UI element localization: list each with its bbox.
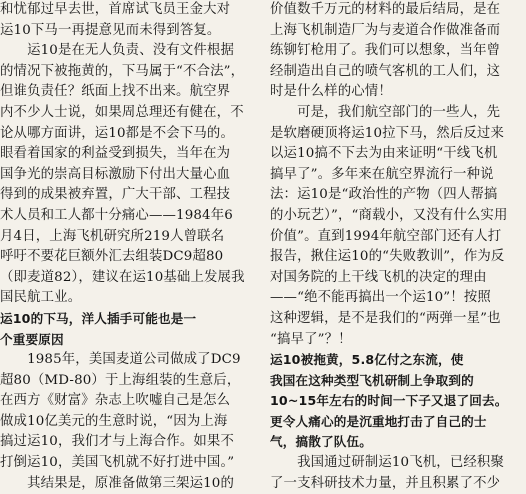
left-text-line: 月4日，上海飞机研究所219人曾联名 xyxy=(0,228,225,244)
right-text-line: 了一支科研技术力量，并且积累了不少 xyxy=(270,475,501,491)
right-text-line: 时是什么样的心情！ xyxy=(270,84,392,100)
right-text-line: 我国通过研制运10飞机，已经积聚 xyxy=(270,455,504,471)
right-text-column xyxy=(270,0,524,494)
right-text-line: 以运10搞不下去为由来证明“干线飞机 xyxy=(270,146,498,162)
left-heading-line: 个重要原因 xyxy=(0,331,64,347)
left-text-line: 国民航工业。 xyxy=(0,290,82,306)
right-text-line: “搞早了”？！ xyxy=(270,331,352,347)
left-text-line: 得到的成果被弃置，广大干部、工程技 xyxy=(0,187,231,203)
left-text-column xyxy=(0,0,254,494)
left-text-line: 超80（MD-80）于上海组装的生意后， xyxy=(0,372,241,388)
left-text-line: 的情况下被拖黄的，下马属于“不合法”， xyxy=(0,63,245,79)
right-text-line: 练铆钉枪用了。我们可以想象，当年曾 xyxy=(270,43,501,59)
right-text-line: 价值”。直到1994年航空部门还有人打 xyxy=(270,228,502,244)
right-heading-line: 气，搞散了队伍。 xyxy=(270,434,372,450)
right-text-line: 报告，揪住运10的“失败教训”，作为反 xyxy=(270,249,505,265)
right-text-line: 是软磨硬顶将运10拉下马，然后反过来 xyxy=(270,125,504,141)
right-text-line: 经制造出自己的喷气客机的工人们，这 xyxy=(270,63,501,79)
left-text-line: 1985年，美国麦道公司做成了DC9 xyxy=(0,352,241,368)
left-text-line: 做成10亿美元的生意时说，“因为上海 xyxy=(0,413,228,429)
left-text-line: 眼看着国家的利益受到损失，当年在为 xyxy=(0,146,231,162)
left-text-line: 在西方《财富》杂志上吹嘘自己是怎么 xyxy=(0,393,231,409)
left-text-line: 呼吁不要花巨额外汇去组装DC9超80 xyxy=(0,249,224,265)
right-text-line: 上海飞机制造厂为与麦道合作做准备而 xyxy=(270,22,501,38)
left-text-line: 术人员和工人都十分痛心——1984年6 xyxy=(0,207,233,223)
right-text-line: 价值数千万元的材料的最后结局，是在 xyxy=(270,2,501,17)
right-heading-line: 更令人痛心的是沉重地打击了自己的士 xyxy=(270,413,487,429)
right-text-line: 的小玩艺）”，“商载小，又没有什么实用 xyxy=(270,207,508,223)
right-text-line: 法：运10是“政治性的产物（四人帮搞 xyxy=(270,187,498,203)
left-text-line: 运10是在无人负责、没有文件根据 xyxy=(0,43,234,59)
right-text-line: 这种逻辑，是不是我们的“两弹一星”也 xyxy=(270,310,501,326)
left-text-line: （即麦道82），建议在运10基础上发展我 xyxy=(0,269,245,285)
right-heading-line: 我国在这种类型飞机研制上争取到的 xyxy=(270,372,474,388)
left-text-line: 论从哪方面讲，运10都是不会下马的。 xyxy=(0,125,234,141)
left-text-line: 和忧郁过早去世，首席试飞员王金大对 xyxy=(0,2,231,17)
right-text-line: 搞早了”。多年来在航空界流行一种说 xyxy=(270,166,494,182)
left-text-line: 其结果是，原准备做第三架运10的 xyxy=(0,475,234,491)
left-text-line: 运10下马一再提意见而未得到答复。 xyxy=(0,22,221,38)
right-text-line: ——“绝不能再搞出一个运10”！按照 xyxy=(270,290,491,306)
left-text-line: 国争光的崇高目标激励下付出大量心血 xyxy=(0,166,231,182)
left-heading-line: 运10的下马，洋人插手可能也是一 xyxy=(0,310,197,326)
left-text-line: 打倒运10，美国飞机就不好打进中国。” xyxy=(0,455,235,471)
right-text-line: 对国务院的上干线飞机的决定的理由 xyxy=(270,269,487,285)
right-heading-line: 10~15年左右的时间一下子又退了回去。 xyxy=(270,393,508,409)
right-text-line: 可是，我们航空部门的一些人，先 xyxy=(270,104,501,120)
left-text-line: 但谁负责任？纸面上找不出来。航空界 xyxy=(0,84,231,100)
right-heading-line: 运10被拖黄，5.8亿付之东流，使 xyxy=(270,352,464,368)
left-text-line: 内不少人士说，如果周总理还有健在，不 xyxy=(0,104,244,120)
left-text-line: 搞过运10，我们才与上海合作。如果不 xyxy=(0,434,234,450)
